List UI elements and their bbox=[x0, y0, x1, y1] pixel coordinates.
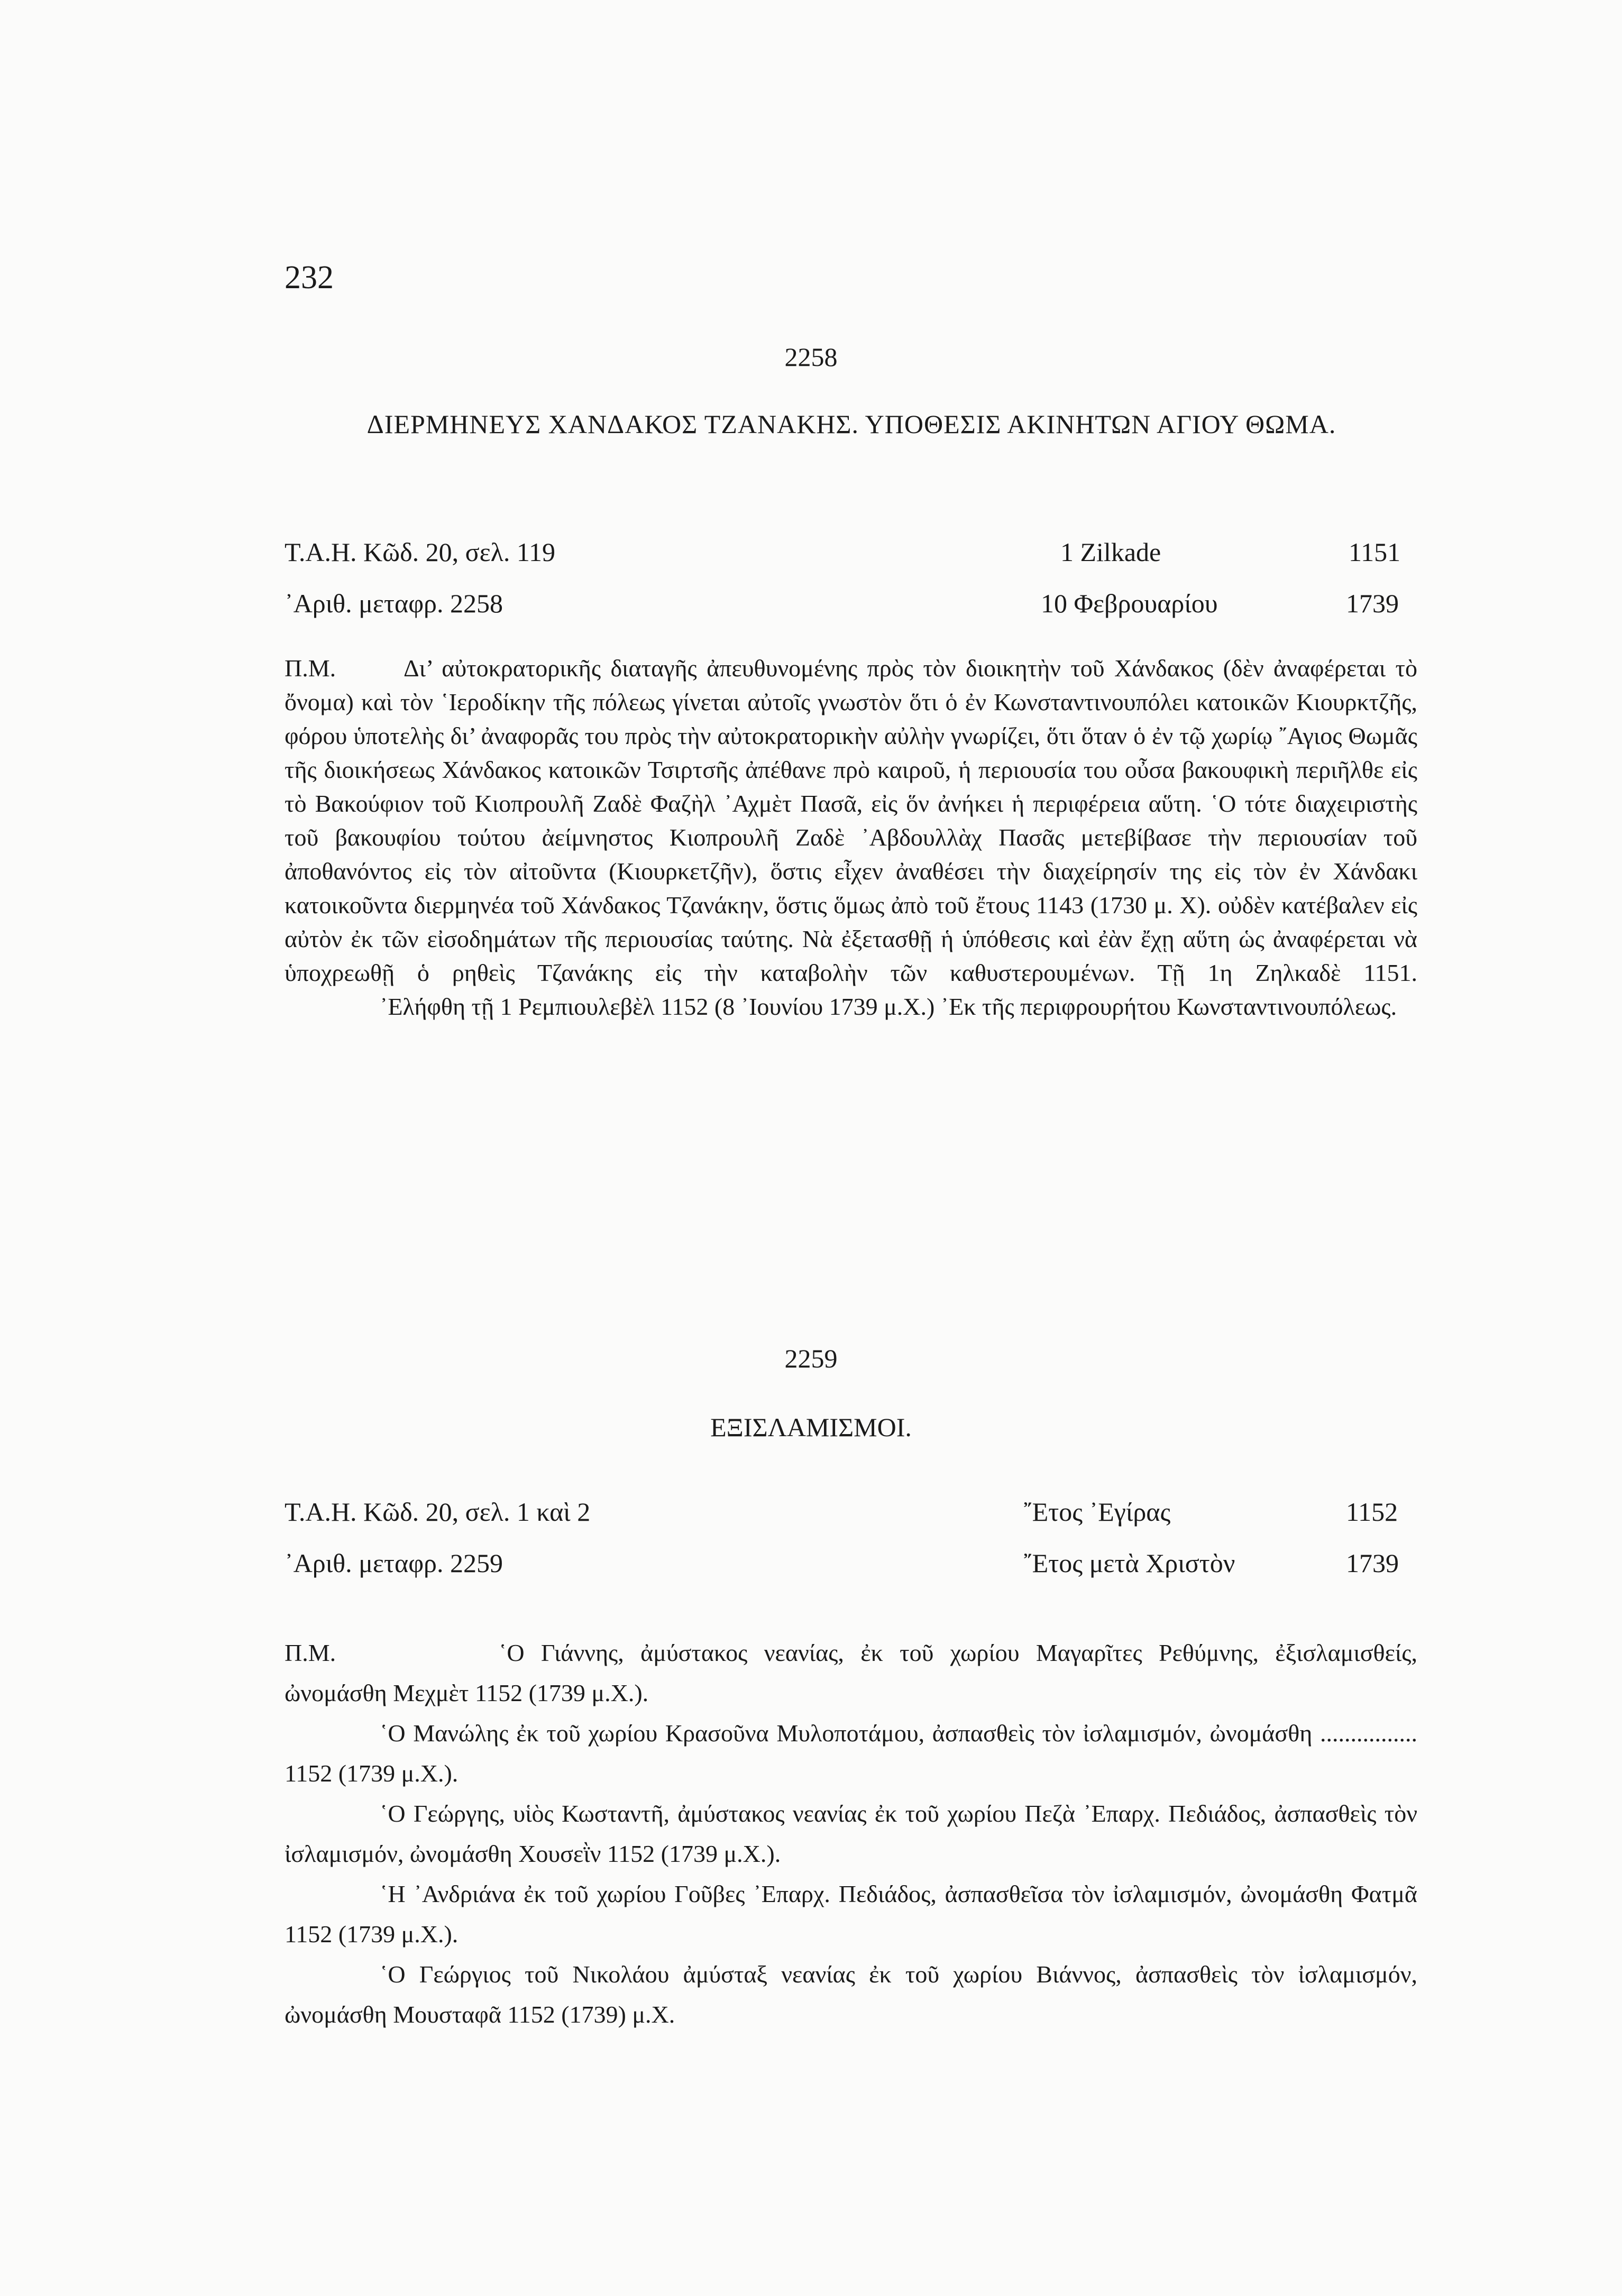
document-body-2259 bbox=[285, 1633, 1417, 2035]
document-title-2259: ΕΞΙΣΛΑΜΙΣΜΟΙ. bbox=[710, 1412, 912, 1442]
received-note-2258: ᾿Ελήφθη τῇ 1 Ρεμπιουλεβὲλ 1152 (8 ᾿Ιουνίου 1739 μ.Χ.) ᾿Εκ τῆς περιφρουρήτου Κωνσταντινουπόλεως. bbox=[380, 993, 1397, 1020]
conversion-entry: ῾Η ᾿Ανδριάνα ἐκ τοῦ χωρίου Γοῦβες ᾿Επαρχ. Πεδιάδος, ἀσπασθεῖσα τὸν ἰσλαμισμόν, ὠνομάσθη Φατμᾶ 1152 (1739 μ.Χ.). bbox=[285, 1880, 1417, 1948]
document-title-2258: ΔΙΕΡΜΗΝΕΥΣ ΧΑΝΔΑΚΟΣ ΤΖΑΝΑΚΗΣ. ΥΠΟΘΕΣΙΣ ΑΚΙΝΗΤΩΝ ΑΓΙΟΥ ΘΩΜΑ. bbox=[366, 409, 1336, 439]
pm-label-2258: Π.Μ. bbox=[285, 655, 336, 682]
gregorian-date-2258: 10 Φεβρουαρίου bbox=[1041, 589, 1218, 618]
hijri-date-2258: 1 Zilkade bbox=[1060, 537, 1161, 567]
document-number-2259: 2259 bbox=[784, 1344, 838, 1373]
gregorian-year-label-2259: ῎Ετος μετὰ Χριστὸν bbox=[1023, 1548, 1235, 1578]
page-number: 232 bbox=[285, 260, 334, 296]
hijri-year-2259: 1152 bbox=[1346, 1497, 1398, 1527]
gregorian-year-2259: 1739 bbox=[1346, 1548, 1399, 1578]
conversion-entry: ῾Ο Γεώργιος τοῦ Νικολάου ἀμύσταξ νεανίας ἐκ τοῦ χωρίου Βιάννος, ἀσπασθεὶς τὸν ἰσλαμισμόν, ὠνομάσθη Μουσταφᾶ 1152 (1739) μ.Χ. bbox=[285, 1961, 1417, 2028]
archive-code-2259: Τ.Α.Η. Κῶδ. 20, σελ. 1 καὶ 2 bbox=[285, 1497, 591, 1527]
gregorian-year-2258: 1739 bbox=[1346, 589, 1399, 618]
document-body-2258 bbox=[285, 651, 1417, 1024]
hijri-year-2258: 1151 bbox=[1349, 537, 1401, 567]
conversion-entry: ῾Ο Γεώργης, υἱὸς Κωσταντῆ, ἀμύστακος νεανίας ἐκ τοῦ χωρίου Πεζὰ ᾿Επαρχ. Πεδιάδος, ἀσπασθεὶς τὸν ἰσλαμισμόν, ὠνομάσθη Χουσεῒν 1152 (1739 μ.Χ.). bbox=[285, 1800, 1417, 1867]
translation-number-2258: ᾿Αριθ. μεταφρ. 2258 bbox=[285, 589, 503, 618]
conversion-entry: ῾Ο Γιάννης, ἀμύστακος νεανίας, ἐκ τοῦ χωρίου Μαγαρῖτες Ρεθύμνης, ἐξισλαμισθείς, ὠνομάσθη Μεχμὲτ 1152 (1739 μ.Χ.). bbox=[285, 1639, 1417, 1706]
translation-number-2259: ᾿Αριθ. μεταφρ. 2259 bbox=[285, 1548, 503, 1578]
summary-paragraph-2258: Δι’ αὐτοκρατορικῆς διαταγῆς ἀπευθυνομένης πρὸς τὸν διοικητὴν τοῦ Χάνδακος (δὲν ἀναφέρεται τὸ ὄνομα) καὶ τὸν ῾Ιεροδίκην τῆς πόλεως γίνεται αὐτοῖς γνωστὸν ὅτι ὁ ἐν Κωνσταντινουπόλει κατοικῶν Κιουρκτζῆς, φόρου ὑποτελὴς δι’ ἀναφορᾶς του πρὸς τὴν αὐτοκρατορικὴν αὐλὴν γνωρίζει, ὅτι ὅταν ὁ ἐν τῷ χωρίῳ ῎Αγιος Θωμᾶς τῆς διοικήσεως Χάνδακος κατοικῶν Τσιρτσῆς ἀπέθανε πρὸ καιροῦ, ἡ περιουσία του οὖσα βακουφικὴ περιῆλθε εἰς τὸ Βακούφιον τοῦ Κιοπρουλῆ Ζαδὲ Φαζὴλ ᾿Αχμὲτ Πασᾶ, εἰς ὅν ἀνήκει ἡ περιφέρεια αὕτη. ῾Ο τότε διαχειριστὴς τοῦ βακουφίου τούτου ἀείμνηστος Κιοπρουλῆ Ζαδὲ ᾿Αβδουλλὰχ Πασᾶς μετεβίβασε τὴν περιουσίαν τοῦ ἀποθανόντος εἰς τὸν αἰτοῦντα (Κιουρκετζῆν), ὅστις εἶχεν ἀναθέσει τὴν διαχείρησίν της εἰς τὸν ἐν Χάνδακι κατοικοῦντα διερμηνέα τοῦ Χάνδακος Τζανάκην, ὅστις ὅμως ἀπὸ τοῦ ἔτους 1143 (1730 μ. Χ). οὐδὲν κατέβαλεν εἰς αὐτὸν ἐκ τῶν εἰσοδημάτων τῆς περιουσίας ταύτης. Νὰ ἐξετασθῇ ἡ ὑπόθεσις καὶ ἐὰν ἔχῃ αὕτη ὡς ἀναφέρεται νὰ ὑποχρεωθῇ ὁ ρηθεὶς Τζανάκης εἰς τὴν καταβολὴν τῶν καθυστερουμένων. Τῇ 1η Ζηλκαδὲ 1151. bbox=[285, 655, 1417, 986]
hijri-year-label-2259: ῎Ετος ᾿Εγίρας bbox=[1023, 1497, 1171, 1527]
archive-code-2258: Τ.Α.Η. Κῶδ. 20, σελ. 119 bbox=[285, 537, 555, 567]
pm-label-2259: Π.Μ. bbox=[285, 1639, 336, 1666]
conversion-entry: ῾Ο Μανώλης ἐκ τοῦ χωρίου Κρασοῦνα Μυλοποτάμου, ἀσπασθεὶς τὸν ἰσλαμισμόν, ὠνομάσθη ................ 1152 (1739 μ.Χ.). bbox=[285, 1720, 1417, 1787]
document-number-2258: 2258 bbox=[784, 342, 838, 372]
